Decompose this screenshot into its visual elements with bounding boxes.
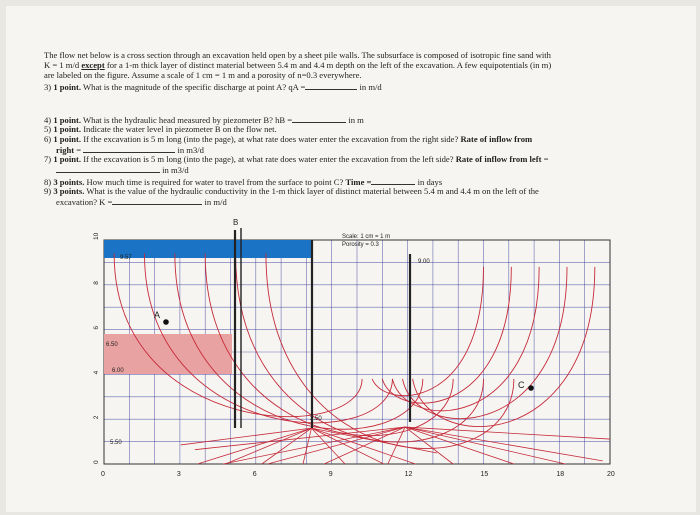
y-tick-label: 0 [93,460,100,464]
question-5: 5) 1 point. Indicate the water level in piezometer B on the flow net. [44,124,277,134]
question-6-line-2: right = in m3/d [56,145,204,155]
y-tick-label: 4 [93,370,100,375]
question-7-line-2: in m3/d [56,164,189,175]
equipotential-lines [181,427,610,464]
question-6: 6) 1 point. If the excavation is 5 m long (into the page), at what rate does water enter the excavation from the right side? Rate of inflow from [44,134,533,144]
flow-line [413,267,595,427]
head-label-2-50: 2.50 [310,416,322,422]
question-9-line-2: excavation? K = in m/d [56,197,227,207]
y-tick-label: 2 [93,415,100,420]
flow-line [205,253,453,435]
point-c-marker [528,385,534,391]
x-tick-label: 9 [328,471,333,478]
porosity-label: Porosity = 0.3 [342,242,379,248]
equipotential-line [388,427,405,464]
y-axis-ticks [93,232,100,464]
x-tick-label: 20 [607,471,615,478]
x-tick-label: 15 [480,471,489,478]
question-3: 3) 1 point. What is the magnitude of the specific discharge at point A? qA = in m/d [44,82,382,92]
head-label-6-00: 6.00 [112,368,124,374]
point-a-label: A [154,310,161,320]
flow-line [382,267,511,403]
question-4: 4) 1 point. What is the hydraulic head measured by piezometer B? hB = in m [44,115,364,125]
except-word: except [81,60,105,70]
scale-label: Scale: 1 cm = 1 m [342,234,391,240]
question-8: 8) 3 points. How much time is required for water to travel from the surface to point C? Time = in days [44,177,443,187]
x-tick-label: 12 [404,471,413,478]
x-axis-ticks [101,471,615,478]
flow-line [236,253,484,442]
intro-line-3: are labeled on the figure. Assume a scale of 1 cm = 1 m and a porosity of n=0.3 everywhere. [44,70,362,80]
x-tick-label: 18 [556,471,565,478]
x-tick-label: 6 [252,471,257,478]
flow-net-figure [6,6,696,512]
water-surface [104,240,312,258]
worksheet-page [6,6,696,512]
question-9: 9) 3 points. What is the value of the hydraulic conductivity in the 1-m thick layer of distinct material between 5.4 m and 4.4 m on the left of the [44,186,539,196]
x-tick-label: 3 [176,471,181,478]
question-7: 7) 1 point. If the excavation is 5 m long (into the page), at what rate does water enter the excavation from the left side? Rate of inflow from left = [44,154,549,164]
piezometer-b-label: B [233,218,239,227]
head-label-9-00: 9.00 [418,259,430,265]
point-c-label: C [518,380,525,390]
head-label-6-50: 6.50 [106,342,118,348]
y-tick-label: 6 [93,325,100,330]
x-tick-label: 0 [101,471,105,478]
intro-line-2: K = 1 m/d except for a 1-m thick layer of distinct material between 5.4 m and 4.4 m depth on the left of the excavation. A few equipotentials (in m) [44,60,552,70]
flow-line [372,267,483,396]
equipotential-line [197,428,311,464]
equipotential-line [405,427,603,461]
point-a-marker [163,319,169,325]
y-tick-label: 8 [93,281,100,285]
equipotential-line [223,427,405,464]
y-tick-label: 10 [93,232,100,240]
head-label-9-57: 9.57 [120,255,132,261]
head-label-5-50: 5.50 [110,440,122,446]
flow-line [403,267,567,419]
intro-line-1: The flow net below is a cross section through an excavation held open by a sheet pile walls. The subsurface is composed of isotropic fine sand with [44,50,551,60]
